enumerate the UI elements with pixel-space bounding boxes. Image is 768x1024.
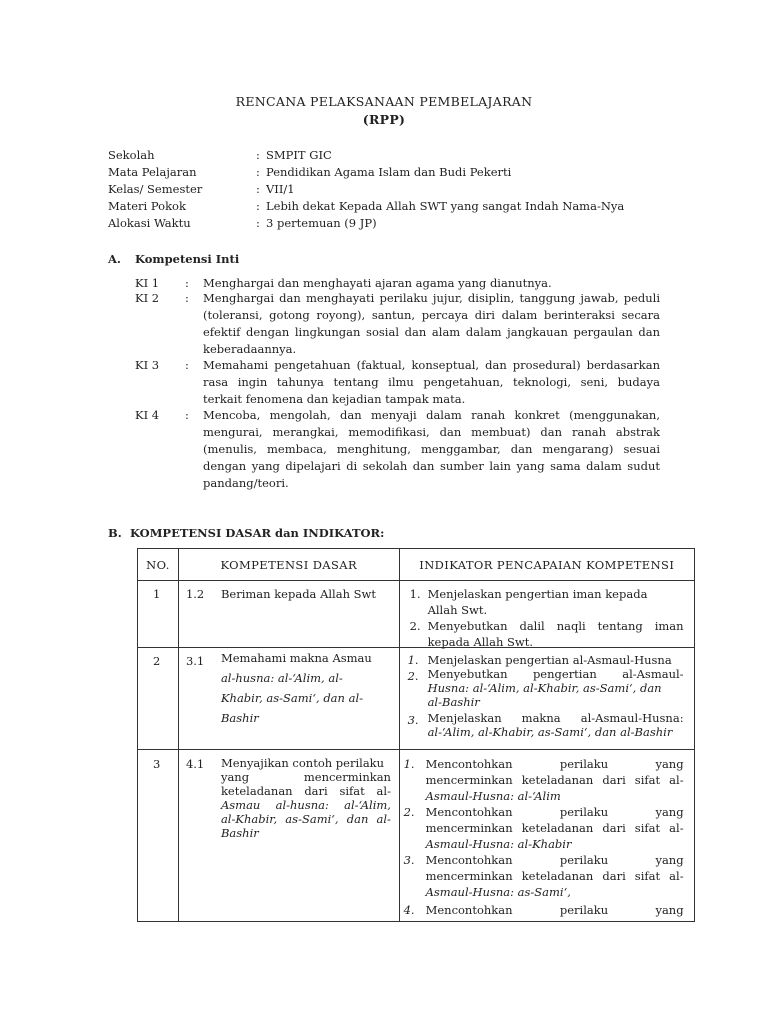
indikator-num: 2. (407, 669, 419, 683)
header-kd: KOMPETENSI DASAR (178, 549, 399, 581)
row-no: 1 (153, 587, 161, 601)
ki-code: KI 3 (135, 358, 160, 372)
indikator-line: Menyebutkan dalil naqli tentang iman (427, 619, 684, 633)
indikator-num: 2. (409, 619, 421, 633)
table-header-row (138, 549, 695, 581)
kd-cell (178, 648, 399, 750)
identity-value: VII/1 (266, 182, 295, 196)
ki-code: KI 4 (135, 408, 160, 422)
kd-text-line: Asmau al-husna: al-‘Alim, (220, 798, 391, 812)
indikator-cell (399, 750, 694, 922)
identity-sep: : (256, 199, 260, 213)
identity-sep: : (256, 216, 260, 230)
row-no: 2 (153, 654, 161, 668)
indikator-line: Mencontohkan perilaku yang (425, 853, 684, 867)
indikator-cell (399, 648, 694, 750)
ki-sep: : (185, 276, 189, 290)
header-no: NO. (138, 549, 179, 581)
kd-code: 4.1 (185, 757, 205, 771)
kd-text-line: yang mencerminkan (220, 770, 391, 784)
kd-cell (178, 750, 399, 922)
ki-text-line: Mencoba, mengolah, dan menyaji dalam ranah konkret (menggunakan, (203, 408, 660, 422)
kd-text-line: Bashir (220, 826, 259, 840)
identity-label: Alokasi Waktu (108, 216, 191, 230)
kd-cell (178, 581, 399, 648)
identity-sep: : (256, 182, 260, 196)
identity-value: SMPIT GIC (266, 148, 332, 162)
indikator-line: mencerminkan keteladanan dari sifat al- (425, 821, 684, 835)
ki-sep: : (185, 358, 189, 372)
ki-sep: : (185, 291, 189, 305)
identity-label: Sekolah (108, 148, 155, 162)
indikator-line: mencerminkan keteladanan dari sifat al- (425, 869, 684, 883)
ki-text-line: Memahami pengetahuan (faktual, konseptual, dan prosedural) berdasarkan (203, 358, 660, 372)
kd-text-line: al-husna: al-‘Alim, al- (220, 671, 343, 685)
indikator-num: 1. (407, 653, 419, 667)
kd-text-line: Beriman kepada Allah Swt (220, 587, 376, 601)
table-row (138, 648, 695, 750)
ki-text-line: rasa ingin tahunya tentang ilmu pengetahuan, teknologi, seni, budaya (203, 375, 660, 389)
indikator-line: kepada Allah Swt. (427, 635, 534, 649)
row-no-cell (138, 581, 179, 648)
indikator-line: Mencontohkan perilaku yang (425, 757, 684, 771)
indikator-line: Allah Swt. (427, 603, 488, 617)
row-no: 3 (153, 757, 161, 771)
indikator-cell (399, 581, 694, 648)
indikator-num: 3. (403, 853, 415, 867)
ki-sep: : (185, 408, 189, 422)
ki-text-line: pandang/teori. (203, 476, 289, 490)
identity-value: Pendidikan Agama Islam dan Budi Pekerti (266, 165, 512, 179)
table-row (138, 750, 695, 922)
indikator-line: Menyebutkan pengertian al-Asmaul- (427, 667, 684, 681)
kd-table (137, 548, 695, 922)
ki-text-line: (toleransi, gotong royong), santun, percaya diri dalam berinteraksi secara (203, 308, 660, 322)
indikator-line: al-Bashir (427, 695, 480, 709)
kd-text-line: Bashir (220, 711, 259, 725)
row-no-cell (138, 750, 179, 922)
ki-text-line: Menghargai dan menghayati ajaran agama yang dianutnya. (203, 276, 552, 290)
indikator-line: Husna: al-‘Alim, al-Khabir, as-Sami‘, dan (427, 681, 662, 695)
document-title: RENCANA PELAKSANAAN PEMBELAJARAN (235, 94, 533, 109)
identity-value: Lebih dekat Kepada Allah SWT yang sangat Indah Nama-Nya (266, 199, 625, 213)
ki-code: KI 2 (135, 291, 160, 305)
indikator-line: Asmaul-Husna: al-Khabir (425, 837, 572, 851)
kd-text-line: al-Khabir, as-Sami‘, dan al- (220, 812, 391, 826)
document-subtitle: (RPP) (362, 112, 406, 127)
kd-text-line: Memahami makna Asmau (220, 651, 372, 665)
section-a-heading: Kompetensi Inti (135, 252, 240, 266)
row-no-cell (138, 648, 179, 750)
indikator-line: Asmaul-Husna: as-Sami‘, (425, 885, 571, 899)
kd-code: 3.1 (185, 654, 205, 668)
indikator-line: Mencontohkan perilaku yang (425, 805, 684, 819)
identity-sep: : (256, 165, 260, 179)
indikator-num: 2. (403, 805, 415, 819)
indikator-num: 1. (403, 757, 415, 771)
ki-text-line: mengurai, merangkai, memodifikasi, dan membuat) dan ranah abstrak (203, 425, 660, 439)
ki-text-line: Menghargai dan menghayati perilaku jujur, disiplin, tanggung jawab, peduli (203, 291, 660, 305)
indikator-num: 4. (403, 903, 415, 917)
ki-text-line: efektif dengan lingkungan sosial dan alam dalam jangkauan pergaulan dan (203, 325, 660, 339)
table-row (138, 581, 695, 648)
header-indikator: INDIKATOR PENCAPAIAN KOMPETENSI (399, 549, 694, 581)
identity-label: Mata Pelajaran (108, 165, 197, 179)
ki-text-line: keberadaannya. (203, 342, 297, 356)
indikator-line: Menjelaskan pengertian al-Asmaul-Husna (427, 653, 672, 667)
kd-text-line: Khabir, as-Sami‘, dan al- (220, 691, 364, 705)
indikator-num: 3. (407, 713, 419, 727)
indikator-line: Menjelaskan pengertian iman kepada (427, 587, 648, 601)
section-b-heading: KOMPETENSI DASAR dan INDIKATOR: (130, 526, 385, 540)
identity-sep: : (256, 148, 260, 162)
indikator-line: Mencontohkan perilaku yang (425, 903, 684, 917)
indikator-line: al-‘Alim, al-Khabir, as-Sami‘, dan al-Bashir (427, 725, 673, 739)
kd-text-line: Menyajikan contoh perilaku (220, 756, 385, 770)
indikator-line: mencerminkan keteladanan dari sifat al- (425, 773, 684, 787)
identity-label: Materi Pokok (108, 199, 186, 213)
ki-text-line: terkait fenomena dan kejadian tampak mata. (203, 392, 466, 406)
ki-text-line: dengan yang dipelajari di sekolah dan sumber lain yang sama dalam sudut (203, 459, 660, 473)
indikator-num: 1. (409, 587, 421, 601)
ki-text-line: (menulis, membaca, menghitung, menggambar, dan mengarang) sesuai (203, 442, 660, 456)
section-b-letter: B. (108, 526, 122, 540)
kd-code: 1.2 (185, 587, 205, 601)
section-a-letter: A. (108, 252, 121, 266)
indikator-line: Menjelaskan makna al-Asmaul-Husna: (427, 711, 684, 725)
identity-value: 3 pertemuan (9 JP) (266, 216, 377, 230)
indikator-line: Asmaul-Husna: al-‘Alim (425, 789, 561, 803)
identity-label: Kelas/ Semester (108, 182, 203, 196)
kd-text-line: keteladanan dari sifat al- (220, 784, 391, 798)
ki-code: KI 1 (135, 276, 160, 290)
